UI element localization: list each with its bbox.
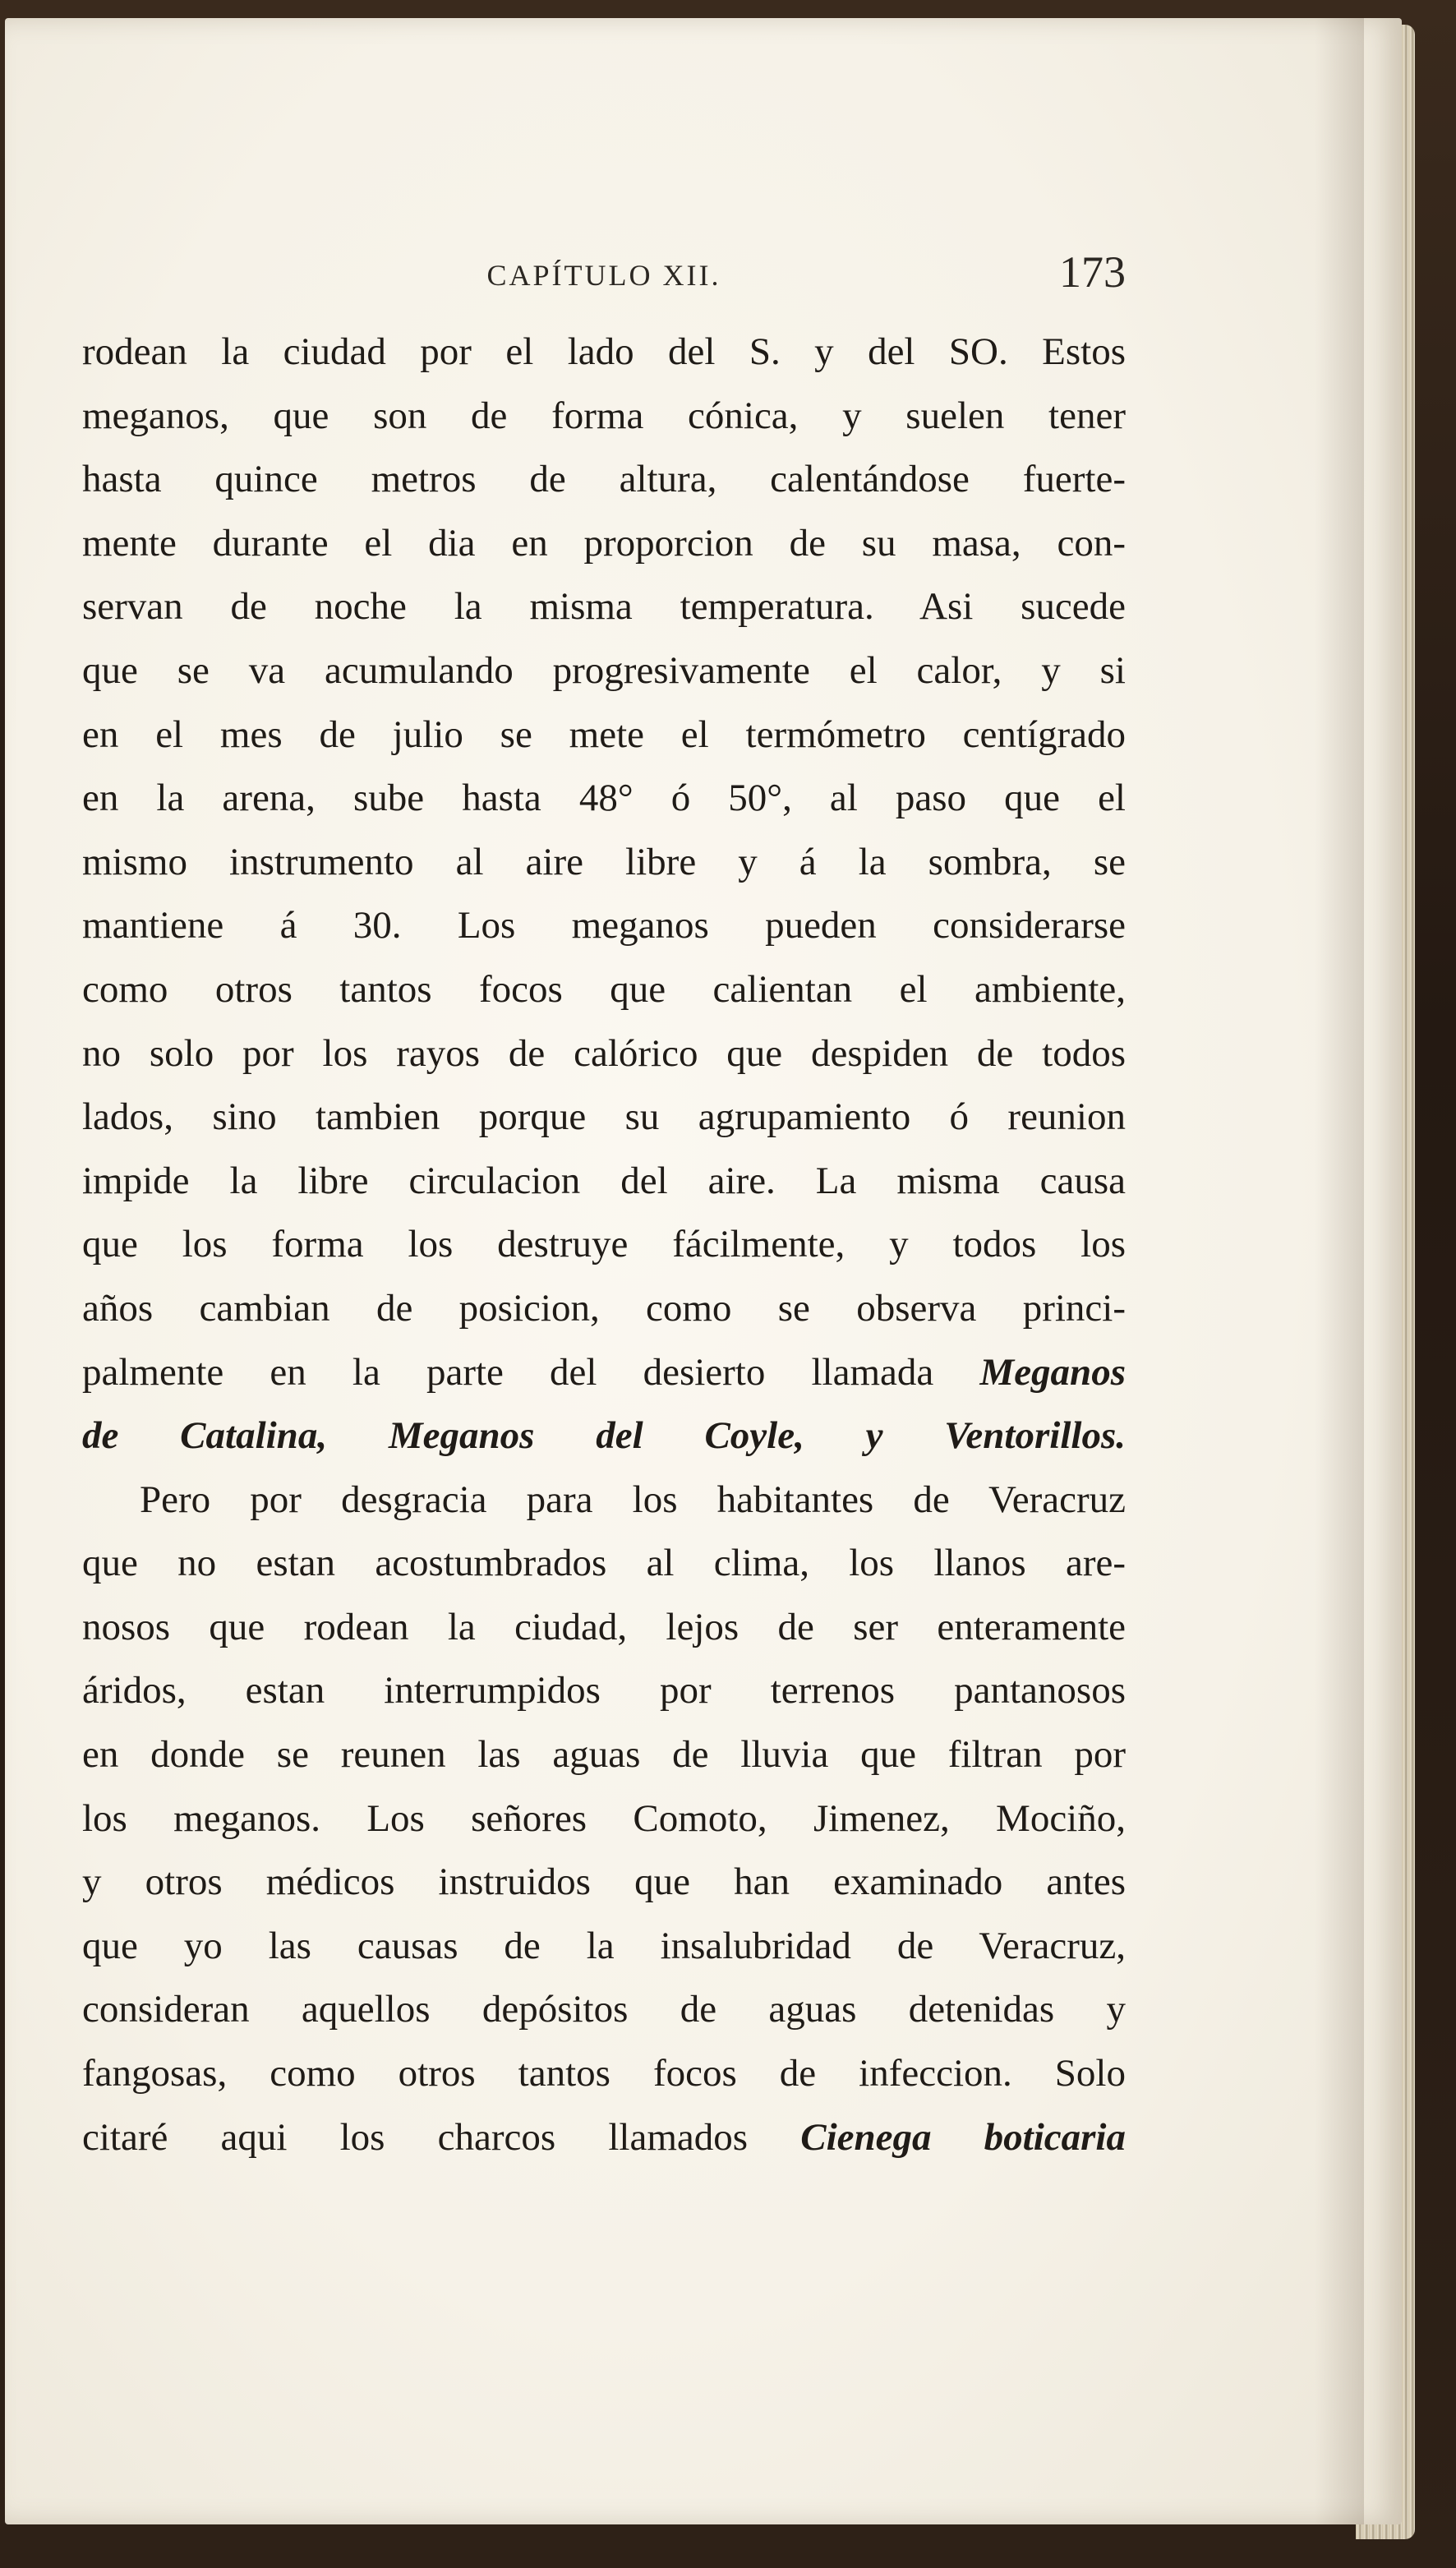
text-line [82,894,1126,958]
text-segment: que yo las causas de la insalubridad de Veracruz, [82,1924,1126,1967]
text-segment: citaré aqui los charcos llamados [82,2115,801,2159]
text-segment: servan de noche la misma temperatura. Asi sucede [82,585,1126,629]
text-segment: mismo instrumento al aire libre y á la sombra, se [82,840,1126,883]
text-line [82,831,1126,895]
text-segment: como otros tantos focos que calientan el ambiente, [82,967,1126,1011]
text-segment: que los forma los destruye fácilmente, y todos los [82,1223,1126,1266]
text-line [82,1851,1126,1915]
italic-phrase: Meganos [979,1350,1126,1394]
text-line [82,703,1126,768]
text-segment: no solo por los rayos de calórico que despiden de todos [82,1031,1126,1075]
text-line [82,1659,1126,1723]
text-segment: Pero por desgracia para los habitantes de Veracruz [140,1478,1126,1521]
text-line [82,1978,1126,2042]
text-segment: fangosas, como otros tantos focos de infeccion. Solo [82,2052,1126,2095]
text-line [82,1468,1126,1533]
text-line [82,1787,1126,1851]
text-line [82,1086,1126,1150]
body-text [82,320,1126,2169]
text-segment: impide la libre circulacion del aire. La misma causa [82,1159,1126,1202]
text-line [82,1277,1126,1341]
text-segment: nosos que rodean la ciudad, lejos de ser enteramente [82,1605,1126,1648]
page-gutter-shadow [1315,18,1364,2524]
text-segment: en la arena, sube hasta 48° ó 50°, al paso que el [82,777,1126,820]
text-line [82,2042,1126,2106]
italic-phrase: Cienega boticaria [800,2115,1126,2159]
text-segment: mente durante el dia en proporcion de su masa, con- [82,521,1126,565]
text-line [82,1404,1126,1468]
text-line [82,320,1126,385]
text-line [82,1150,1126,1214]
text-segment: que se va acumulando progresivamente el calor, y si [82,648,1126,692]
text-line [82,1723,1126,1787]
text-segment: lados, sino tambien porque su agrupamiento ó reunion [82,1095,1126,1139]
text-segment: consideran aquellos depósitos de aguas detenidas y [82,1988,1126,2031]
text-segment: en donde se reunen las aguas de lluvia que filtran por [82,1733,1126,1777]
page-number: 173 [1059,247,1126,297]
text-segment: meganos, que son de forma cónica, y suelen tener [82,394,1126,437]
text-segment: los meganos. Los señores Comoto, Jimenez, Mociño, [82,1796,1126,1840]
text-line [82,1022,1126,1086]
text-line [82,1915,1126,1979]
text-segment: mantiene á 30. Los meganos pueden considerarse [82,904,1126,947]
text-line [82,448,1126,512]
text-line [82,575,1126,639]
text-line [82,1341,1126,1405]
text-line [82,2106,1126,2170]
text-segment: que no estan acostumbrados al clima, los llanos are- [82,1542,1126,1585]
text-segment: rodean la ciudad por el lado del S. y del SO. Estos [82,330,1126,373]
text-line [82,1596,1126,1660]
text-segment: en el mes de julio se mete el termómetro centígrado [82,712,1126,756]
text-segment: áridos, estan interrumpidos por terrenos pantanosos [82,1669,1126,1713]
text-segment: y otros médicos instruidos que han examinado antes [82,1860,1126,1904]
running-head: CAPÍTULO XII. [486,259,721,292]
text-segment: años cambian de posicion, como se observa princi- [82,1286,1126,1330]
text-line [82,958,1126,1022]
text-segment: palmente en la parte del desierto llamada [82,1350,980,1394]
italic-phrase: de Catalina, Meganos del Coyle, y Ventorillos. [82,1414,1126,1458]
text-segment: hasta quince metros de altura, calentándose fuerte- [82,458,1126,501]
text-line [82,1213,1126,1277]
text-line [82,385,1126,449]
text-line [82,512,1126,576]
text-line [82,767,1126,831]
text-line [82,1532,1126,1596]
text-line [82,639,1126,703]
page-header [82,247,1126,304]
